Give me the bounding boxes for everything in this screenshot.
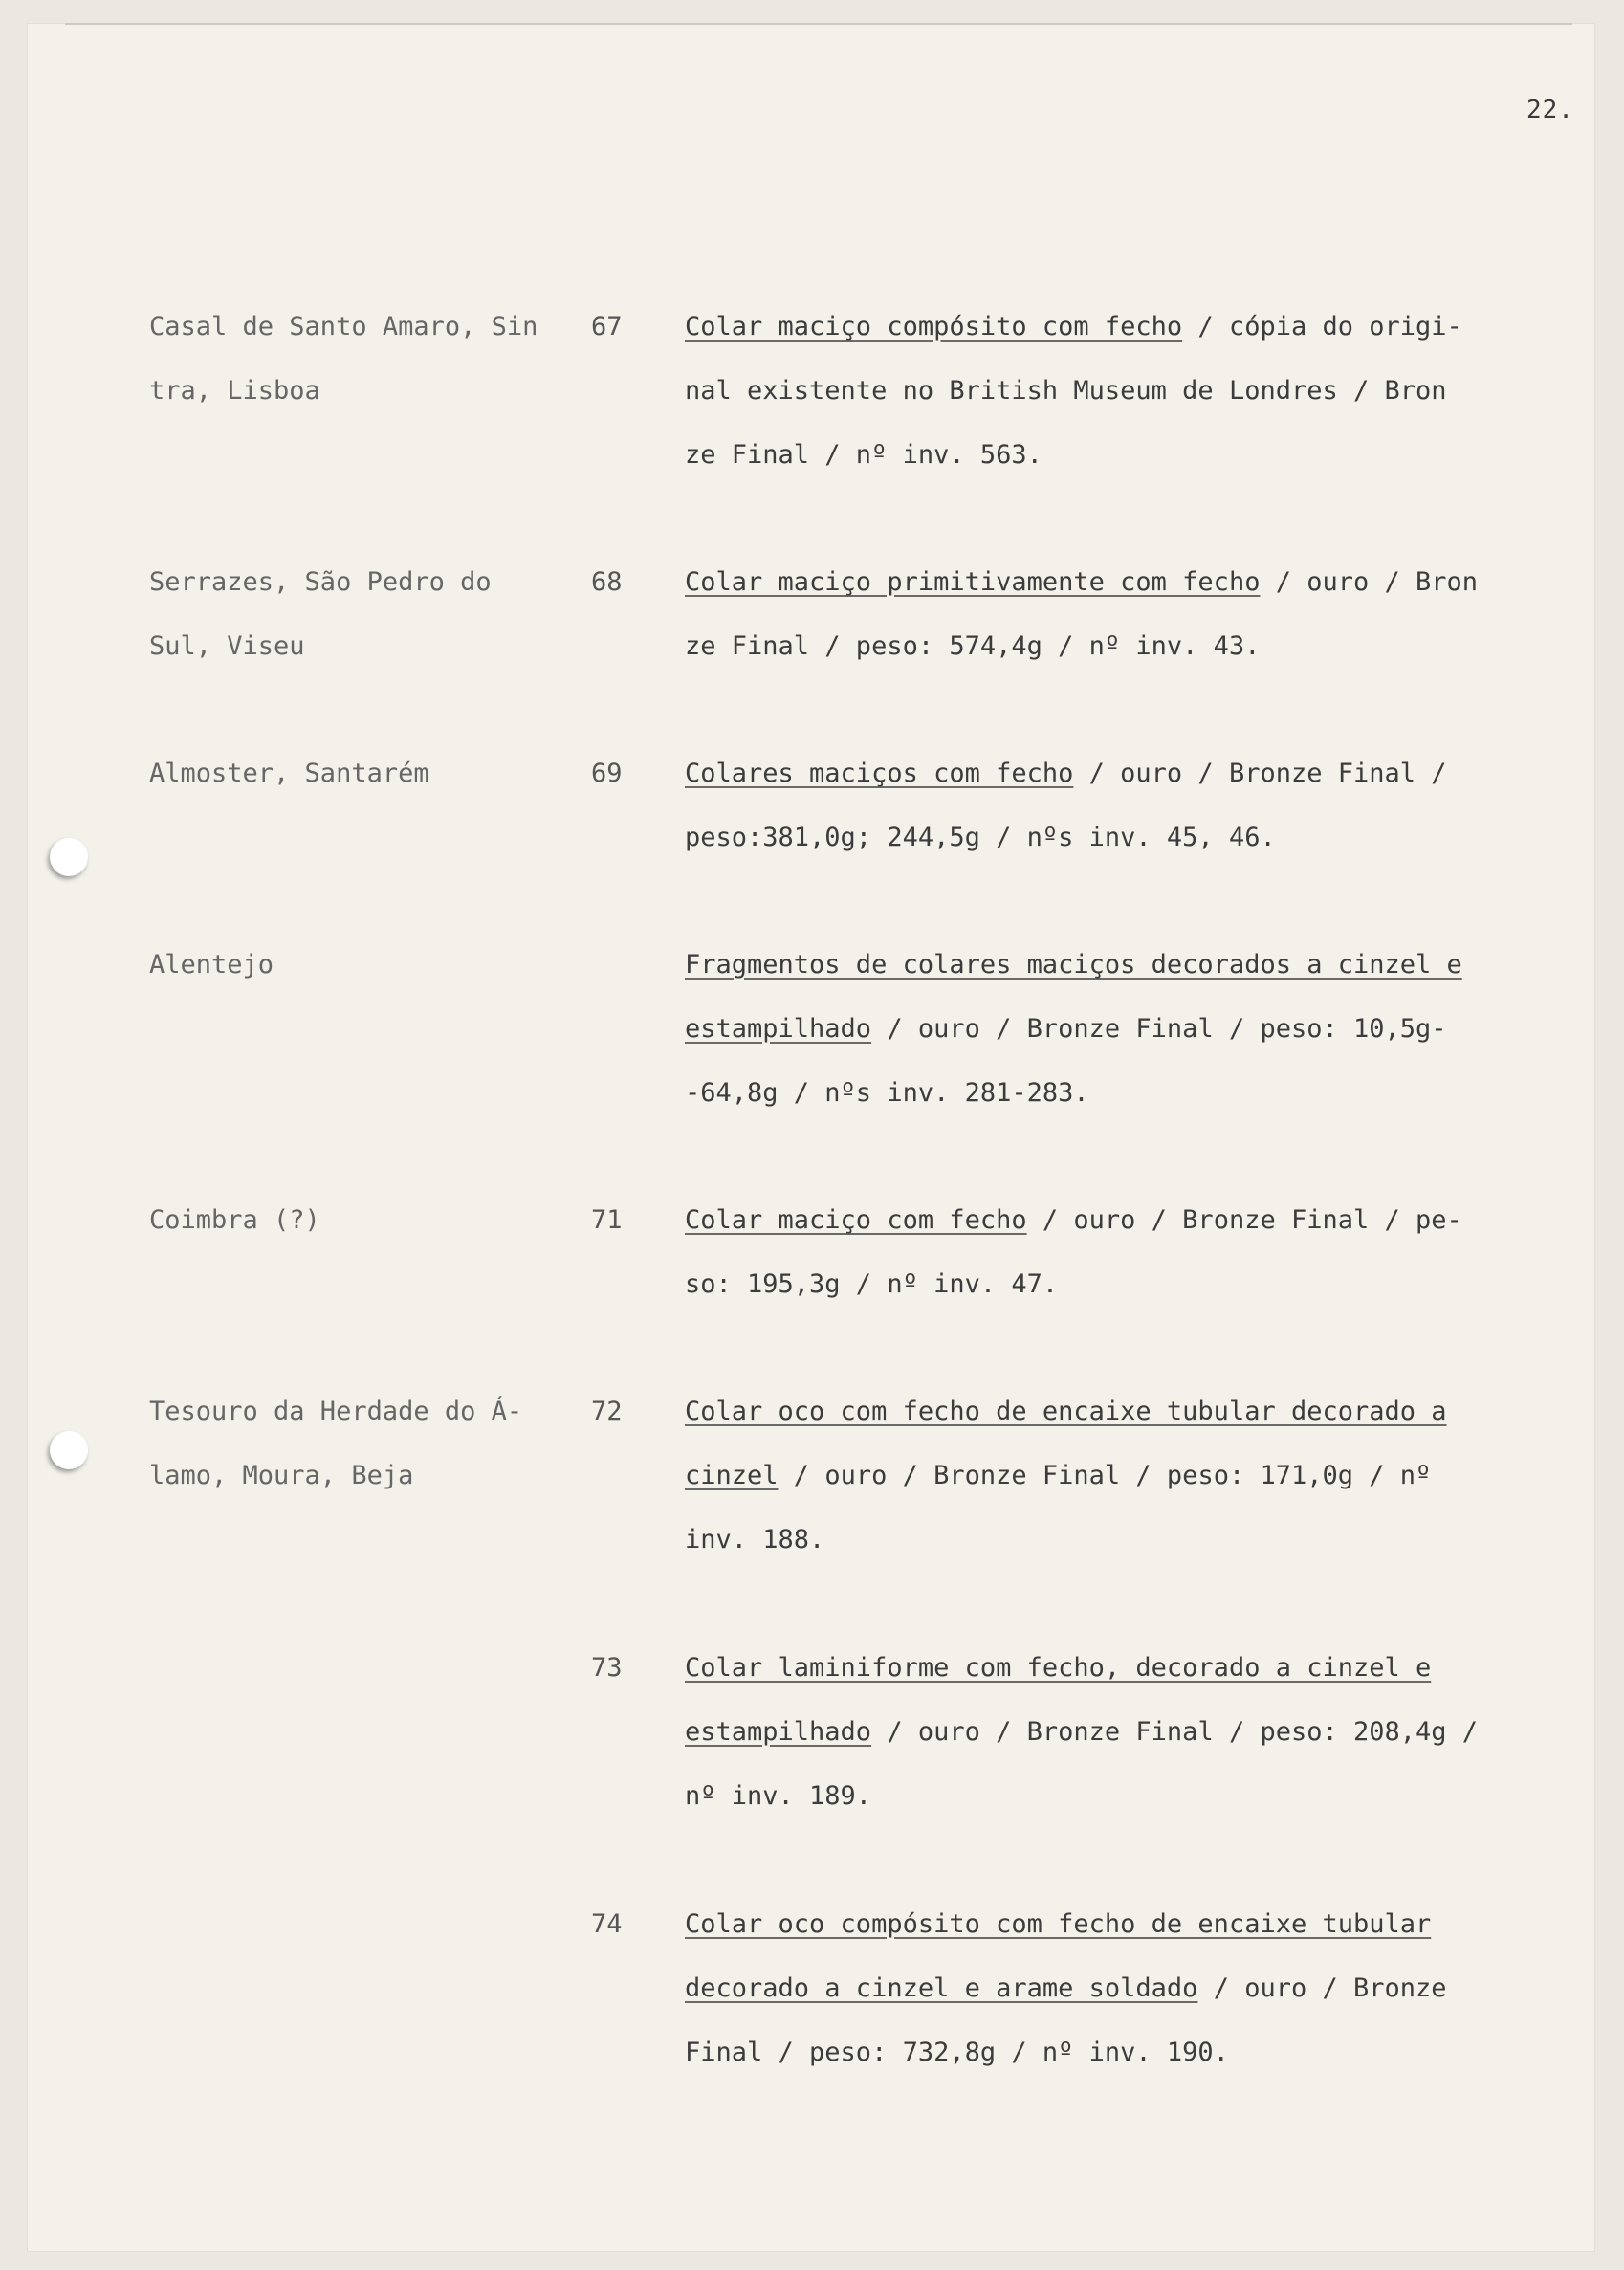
description-text: / ouro / Bronze bbox=[1197, 1973, 1447, 2003]
description-line bbox=[685, 1252, 1507, 1316]
underlined-title: estampilhado bbox=[685, 1717, 872, 1747]
description-text: ze Final / nº inv. 563. bbox=[685, 440, 1042, 470]
entry-description bbox=[685, 550, 1507, 678]
entry-location bbox=[149, 933, 551, 997]
page-number: 22. bbox=[1526, 96, 1574, 124]
underlined-title: decorado a cinzel e arame soldado bbox=[685, 1973, 1198, 2003]
underlined-title: Colar oco compósito com fecho de encaixe tubular bbox=[685, 1909, 1432, 1939]
entry-location bbox=[149, 295, 551, 423]
description-line bbox=[685, 1444, 1507, 1508]
entry-number: 71 bbox=[591, 1205, 623, 1235]
entry-location bbox=[149, 1188, 551, 1252]
description-line bbox=[685, 1700, 1507, 1764]
location-line: Sul, Viseu bbox=[149, 631, 305, 661]
description-line bbox=[685, 805, 1507, 870]
description-text: / ouro / Bronze Final / peso: 171,0g / nº bbox=[778, 1461, 1432, 1490]
description-line bbox=[685, 933, 1507, 997]
description-text: ze Final / peso: 574,4g / nº inv. 43. bbox=[685, 631, 1261, 661]
description-text: peso:381,0g; 244,5g / nºs inv. 45, 46. bbox=[685, 823, 1276, 852]
underlined-title: estampilhado bbox=[685, 1014, 872, 1044]
location-line: lamo, Moura, Beja bbox=[149, 1461, 414, 1490]
description-line bbox=[685, 1764, 1507, 1828]
description-text: inv. 188. bbox=[685, 1525, 825, 1554]
description-line bbox=[685, 1508, 1507, 1572]
description-line bbox=[685, 1892, 1507, 1956]
underlined-title: Colar oco com fecho de encaixe tubular decorado a bbox=[685, 1397, 1447, 1426]
description-line bbox=[685, 741, 1507, 805]
description-text: / ouro / Bronze Final / pe- bbox=[1026, 1205, 1462, 1235]
location-line: Serrazes, São Pedro do bbox=[149, 567, 492, 597]
description-text: nº inv. 189. bbox=[685, 1781, 872, 1811]
location-line: Casal de Santo Amaro, Sin bbox=[149, 312, 538, 342]
underlined-title: Fragmentos de colares maciços decorados a cinzel e bbox=[685, 950, 1462, 980]
entry-location bbox=[149, 741, 551, 805]
description-line bbox=[685, 2020, 1507, 2084]
description-text: / ouro / Bronze Final / peso: 208,4g / bbox=[871, 1717, 1479, 1747]
description-text: so: 195,3g / nº inv. 47. bbox=[685, 1269, 1059, 1299]
entry-number: 72 bbox=[591, 1397, 623, 1426]
entry-description bbox=[685, 741, 1507, 870]
entry-location bbox=[149, 1379, 551, 1508]
punch-hole-upper bbox=[50, 838, 88, 876]
location-line: Tesouro da Herdade do Á- bbox=[149, 1397, 523, 1426]
underlined-title: Colar maciço primitivamente com fecho bbox=[685, 567, 1261, 597]
entry-description bbox=[685, 1892, 1507, 2084]
location-line: Almoster, Santarém bbox=[149, 759, 429, 788]
description-line bbox=[685, 1379, 1507, 1444]
underlined-title: cinzel bbox=[685, 1461, 779, 1490]
entry-location bbox=[149, 550, 551, 678]
entry-number: 68 bbox=[591, 567, 623, 597]
description-line bbox=[685, 423, 1507, 487]
description-text: -64,8g / nºs inv. 281-283. bbox=[685, 1078, 1089, 1108]
description-line bbox=[685, 997, 1507, 1061]
description-text: / cópia do origi- bbox=[1182, 312, 1462, 342]
entry-description bbox=[685, 1636, 1507, 1828]
description-line bbox=[685, 1956, 1507, 2020]
description-text: / ouro / Bronze Final / bbox=[1073, 759, 1447, 788]
location-line: Alentejo bbox=[149, 950, 274, 980]
description-line bbox=[685, 550, 1507, 614]
description-line bbox=[685, 1636, 1507, 1700]
entry-number: 73 bbox=[591, 1653, 623, 1683]
entry-description bbox=[685, 933, 1507, 1125]
entry-description bbox=[685, 1379, 1507, 1572]
location-line: tra, Lisboa bbox=[149, 376, 320, 406]
description-text: / ouro / Bronze Final / peso: 10,5g- bbox=[871, 1014, 1447, 1044]
underlined-title: Colar laminiforme com fecho, decorado a cinzel e bbox=[685, 1653, 1432, 1683]
description-text: nal existente no British Museum de Londres / Bron bbox=[685, 376, 1447, 406]
location-line: Coimbra (?) bbox=[149, 1205, 320, 1235]
description-line bbox=[685, 1061, 1507, 1125]
entry-description bbox=[685, 295, 1507, 487]
underlined-title: Colares maciços com fecho bbox=[685, 759, 1074, 788]
description-line bbox=[685, 1188, 1507, 1252]
description-line bbox=[685, 295, 1507, 359]
entry-number: 67 bbox=[591, 312, 623, 342]
underlined-title: Colar maciço com fecho bbox=[685, 1205, 1027, 1235]
page-edge bbox=[65, 23, 1572, 25]
description-text: Final / peso: 732,8g / nº inv. 190. bbox=[685, 2038, 1229, 2067]
punch-hole-lower bbox=[50, 1431, 88, 1469]
entry-number: 69 bbox=[591, 759, 623, 788]
description-line bbox=[685, 359, 1507, 423]
description-line bbox=[685, 614, 1507, 678]
underlined-title: Colar maciço compósito com fecho bbox=[685, 312, 1183, 342]
description-text: / ouro / Bron bbox=[1260, 567, 1479, 597]
entry-number: 74 bbox=[591, 1909, 623, 1939]
entry-description bbox=[685, 1188, 1507, 1316]
